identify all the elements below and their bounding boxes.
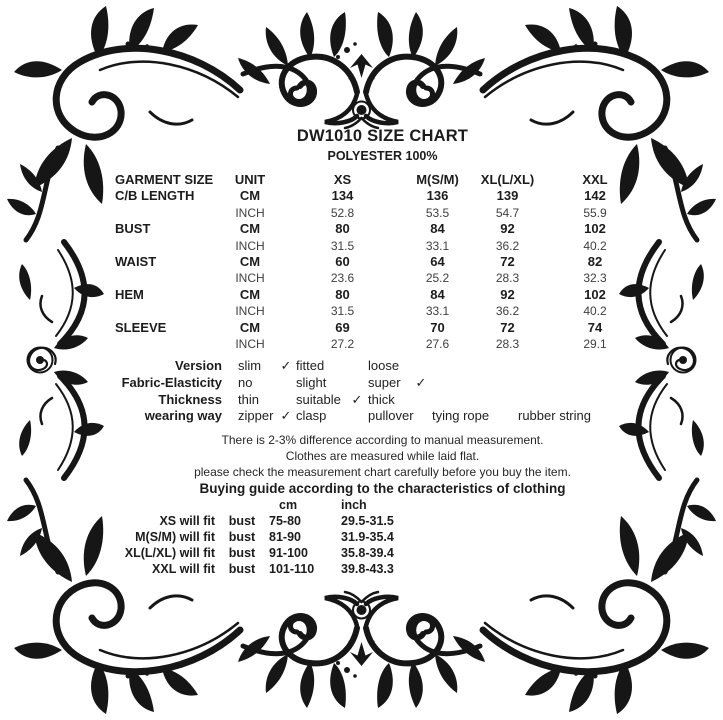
buying-guide-title: Buying guide according to the characteristics of clothing (199, 480, 566, 496)
value-cell: 102 (584, 286, 606, 302)
attribute-option: rubber string (518, 408, 591, 424)
guide-col-header-cm: cm (279, 497, 298, 512)
guide-measure-label: bust (228, 561, 256, 576)
buying-guide-header (115, 497, 650, 513)
value-cell: 23.6 (330, 271, 355, 286)
value-cell: 102 (584, 221, 606, 237)
attribute-option: loose (368, 358, 400, 374)
attribute-option: thin (238, 391, 259, 407)
value-cell: 40.2 (583, 304, 607, 319)
value-cell: 54.7 (495, 205, 520, 220)
attribute-option (518, 358, 650, 375)
row-label: WAIST (115, 254, 157, 270)
col-header-m: M(S/M) (416, 172, 459, 187)
buying-guide-row (115, 561, 650, 577)
check-icon (346, 358, 368, 375)
unit-cm: CM (239, 188, 261, 204)
value-cell: 28.3 (495, 271, 520, 286)
guide-size-label: XL(L/XL) will fit (124, 545, 215, 560)
check-icon: ✓ (351, 391, 363, 407)
attribute-option: pullover (368, 408, 414, 424)
side-scroll-ornament-icon (19, 242, 104, 478)
unit-cm: CM (239, 319, 261, 335)
check-icon: ✓ (280, 358, 292, 374)
guide-inch-range: 35.8-39.4 (341, 545, 394, 560)
guide-cm-range: 81-90 (269, 529, 301, 544)
attribute-option: no (238, 375, 253, 391)
attribute-option: zipper (238, 408, 274, 424)
guide-cm-range: 91-100 (269, 545, 308, 560)
row-label: HEM (115, 286, 144, 302)
guide-size-label: XXL will fit (152, 561, 215, 576)
unit-cm: CM (239, 286, 261, 302)
value-cell: 36.2 (495, 238, 520, 253)
buying-guide-table (115, 497, 650, 577)
size-chart-panel (115, 126, 650, 577)
value-cell: 72 (500, 254, 515, 270)
measurement-notes (115, 432, 650, 480)
value-cell: 82 (587, 254, 603, 270)
check-icon: ✓ (415, 375, 427, 391)
guide-col-header-inch: inch (341, 497, 367, 512)
row-label-spacer (115, 238, 215, 254)
col-header-xs: XS (333, 172, 352, 187)
unit-inch: INCH (235, 205, 265, 220)
value-cell: 142 (584, 188, 606, 204)
value-cell: 60 (335, 254, 350, 270)
value-cell: 84 (430, 221, 445, 237)
value-cell: 74 (587, 319, 603, 335)
attribute-row-elasticity (115, 375, 650, 392)
row-label-spacer (115, 205, 215, 221)
value-cell: 32.3 (583, 271, 607, 286)
check-icon (410, 392, 432, 409)
attribute-option (518, 392, 650, 409)
attribute-option: slim (238, 358, 262, 374)
buying-guide-row (115, 513, 650, 529)
check-icon (346, 408, 368, 425)
value-cell: 136 (426, 188, 449, 204)
guide-header-spacer (115, 497, 215, 513)
value-cell: 31.5 (330, 238, 355, 253)
attribute-label: Thickness (158, 391, 222, 407)
check-icon (410, 358, 432, 375)
material-subtitle: POLYESTER 100% (327, 149, 438, 163)
value-cell: 92 (500, 221, 515, 237)
col-header-unit: UNIT (234, 172, 266, 187)
buying-guide-row (115, 545, 650, 561)
row-label: C/B LENGTH (115, 188, 195, 204)
row-label: BUST (115, 221, 151, 237)
unit-cm: CM (239, 254, 261, 270)
attribute-row-wearing-way (115, 408, 650, 425)
guide-cm-range: 101-110 (269, 561, 315, 576)
unit-cm: CM (239, 221, 261, 237)
attribute-label: wearing way (144, 408, 222, 424)
value-cell: 134 (331, 188, 354, 204)
top-center-ornament-icon (238, 12, 485, 128)
value-cell: 139 (496, 188, 519, 204)
value-cell: 80 (335, 221, 350, 237)
value-cell: 64 (430, 254, 445, 270)
guide-inch-range: 31.9-35.4 (341, 529, 394, 544)
buying-guide-row (115, 529, 650, 545)
attribute-option (432, 375, 518, 392)
note-line: please check the measurement chart carefully before you buy the item. (194, 464, 571, 479)
guide-measure-label: bust (228, 513, 256, 528)
guide-size-label: M(S/M) will fit (135, 529, 215, 544)
attribute-option: clasp (296, 408, 327, 424)
attribute-option (432, 358, 518, 375)
guide-measure-label: bust (228, 529, 256, 544)
value-cell: 36.2 (495, 304, 520, 319)
unit-inch: INCH (235, 337, 265, 352)
col-header-xxl: XXL (582, 172, 608, 187)
value-cell: 80 (335, 286, 350, 302)
value-cell: 28.3 (495, 337, 520, 352)
value-cell: 52.8 (330, 205, 355, 220)
value-cell: 27.2 (330, 337, 355, 352)
value-cell: 69 (335, 319, 350, 335)
guide-inch-range: 29.5-31.5 (341, 513, 394, 528)
check-icon (410, 408, 432, 425)
value-cell: 55.9 (583, 205, 607, 220)
value-cell: 33.1 (425, 238, 450, 253)
unit-inch: INCH (235, 271, 265, 286)
attribute-option: thick (368, 391, 395, 407)
page-title: DW1010 SIZE CHART (296, 127, 469, 145)
attribute-option: slight (296, 375, 327, 391)
attribute-row-thickness (115, 392, 650, 409)
attribute-option: suitable (296, 391, 341, 407)
attributes-section (115, 358, 650, 424)
value-cell: 31.5 (330, 304, 355, 319)
row-label-spacer (115, 303, 215, 319)
check-icon (276, 392, 296, 409)
unit-inch: INCH (235, 238, 265, 253)
attribute-option: fitted (296, 358, 325, 374)
col-header-xl: XL(L/XL) (480, 172, 535, 187)
guide-header-spacer (215, 497, 269, 513)
check-icon (276, 375, 296, 392)
guide-measure-label: bust (228, 545, 256, 560)
size-table (115, 172, 650, 352)
value-cell: 84 (430, 286, 445, 302)
attribute-label: Version (175, 358, 222, 374)
value-cell: 70 (430, 319, 445, 335)
attribute-option: tying rope (432, 408, 490, 424)
check-icon (346, 375, 368, 392)
col-header-garment-size: GARMENT SIZE (115, 172, 214, 187)
attribute-option: super (368, 375, 401, 391)
attribute-option (432, 392, 518, 409)
check-icon: ✓ (280, 408, 292, 424)
guide-cm-range: 75-80 (269, 513, 301, 528)
note-line: Clothes are measured while laid flat. (285, 448, 480, 463)
guide-inch-range: 39.8-43.3 (341, 561, 394, 576)
value-cell: 72 (500, 319, 515, 335)
note-line: There is 2-3% difference according to manual measurement. (221, 432, 544, 447)
attribute-row-version (115, 358, 650, 375)
value-cell: 40.2 (583, 238, 607, 253)
attribute-option (518, 375, 650, 392)
value-cell: 53.5 (425, 205, 450, 220)
attribute-label: Fabric-Elasticity (121, 375, 222, 391)
value-cell: 33.1 (425, 304, 450, 319)
row-label-spacer (115, 336, 215, 352)
guide-size-label: XS will fit (159, 513, 215, 528)
value-cell: 92 (500, 286, 515, 302)
value-cell: 27.6 (425, 337, 450, 352)
row-label: SLEEVE (115, 319, 167, 335)
row-label-spacer (115, 270, 215, 286)
value-cell: 25.2 (425, 271, 450, 286)
unit-inch: INCH (235, 304, 265, 319)
value-cell: 29.1 (583, 337, 607, 352)
